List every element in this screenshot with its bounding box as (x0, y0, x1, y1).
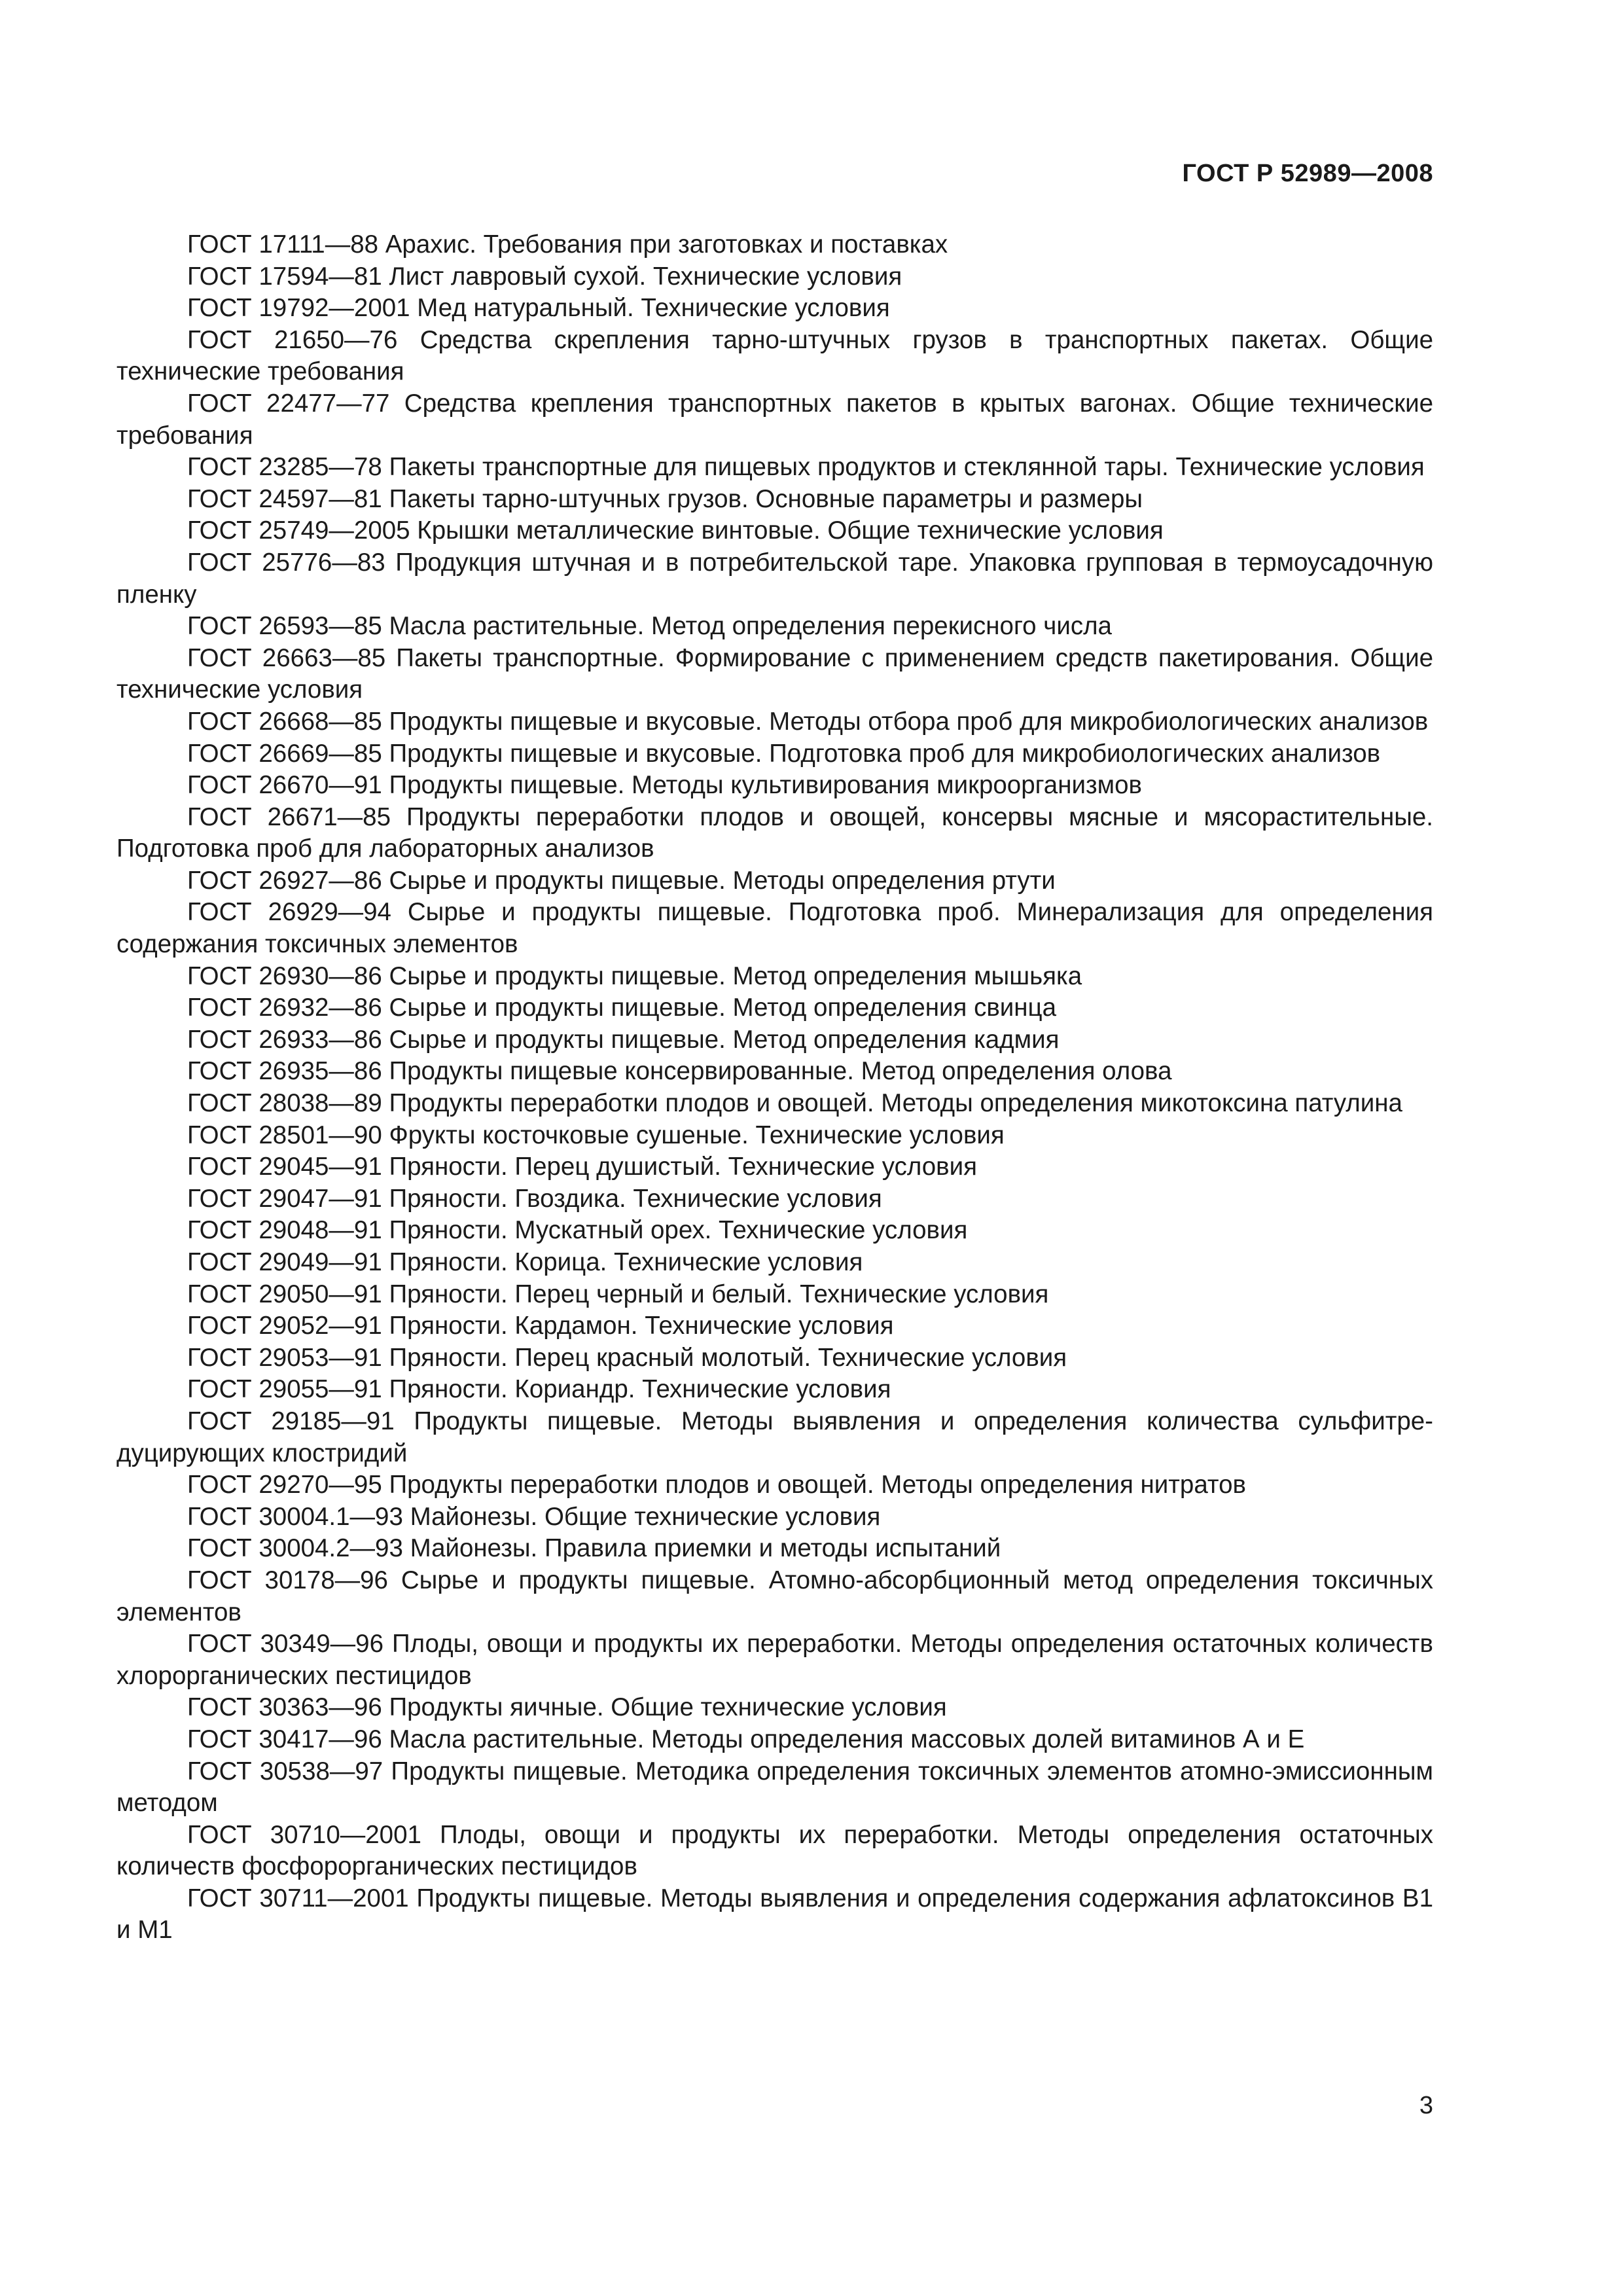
reference-title: Сырье и продукты пищевые. Атомно-абсорбционный метод определения токсичных элементов (116, 1566, 1433, 1626)
reference-title: Пряности. Кардамон. Технические условия (389, 1312, 894, 1340)
reference-title: Продукты переработки плодов и овощей. Методы определения микотоксина патулина (389, 1089, 1402, 1118)
reference-item (116, 611, 1433, 643)
reference-title: Мед натуральный. Технические условия (417, 294, 890, 323)
reference-item (116, 897, 1433, 960)
reference-title: Продукты пищевые и вкусовые. Методы отбора проб для микробиологических анализов (389, 707, 1429, 736)
reference-title: Пряности. Мускатный орех. Технические условия (389, 1216, 968, 1245)
reference-code: ГОСТ 26932—86 (187, 994, 382, 1022)
reference-code: ГОСТ 26669—85 (187, 739, 382, 768)
reference-code: ГОСТ 21650—76 (187, 325, 398, 354)
reference-title: Пакеты тарно-штучных грузов. Основные параметры и размеры (389, 484, 1143, 513)
reference-title: Продукты пищевые. Методы выявления и определения количества сульфитредуцирующих клостридий (116, 1407, 1433, 1467)
reference-title: Продукты пищевые и вкусовые. Подготовка проб для микробиологических анализов (389, 739, 1381, 768)
reference-item (116, 770, 1433, 802)
reference-item (116, 229, 1433, 261)
reference-title: Пакеты транспортные для пищевых продуктов и стеклянной тары. Технические условия (389, 453, 1425, 482)
reference-item (116, 484, 1433, 516)
reference-item (116, 1406, 1433, 1469)
reference-item (116, 1247, 1433, 1279)
reference-item (116, 1215, 1433, 1247)
reference-code: ГОСТ 26929—94 (187, 898, 391, 927)
reference-item (116, 452, 1433, 484)
reference-code: ГОСТ 29185—91 (187, 1407, 395, 1435)
reference-item (116, 738, 1433, 770)
reference-item (116, 261, 1433, 293)
reference-title: Крышки металлические винтовые. Общие технические условия (417, 516, 1164, 545)
reference-item (116, 802, 1433, 865)
reference-title: Пряности. Кориандр. Технические условия (389, 1375, 891, 1404)
reference-title: Продукты переработки плодов и овощей. Методы определения нитратов (389, 1471, 1246, 1499)
reference-code: ГОСТ 29045—91 (187, 1153, 382, 1181)
reference-item (116, 515, 1433, 547)
reference-code: ГОСТ 29047—91 (187, 1184, 382, 1213)
reference-title: Продукты пищевые консервированные. Метод определения олова (389, 1057, 1172, 1086)
reference-item (116, 1183, 1433, 1215)
reference-code: ГОСТ 30538—97 (187, 1757, 383, 1785)
reference-code: ГОСТ 26933—86 (187, 1025, 382, 1054)
reference-code: ГОСТ 26670—91 (187, 771, 382, 800)
reference-item (116, 1501, 1433, 1534)
reference-code: ГОСТ 26663—85 (187, 643, 386, 672)
reference-title: Пряности. Гвоздика. Технические условия (389, 1184, 882, 1213)
reference-title: Продукция штучная и в потребительской таре. Упаковка групповая в термоусадочную пленку (116, 548, 1433, 609)
reference-item (116, 1279, 1433, 1311)
reference-code: ГОСТ 22477—77 (187, 389, 390, 418)
reference-title: Средства крепления транспортных пакетов в крытых вагонах. Общие технические требования (116, 389, 1433, 450)
reference-code: ГОСТ 29049—91 (187, 1248, 382, 1276)
reference-code: ГОСТ 30363—96 (187, 1693, 382, 1722)
reference-item (116, 1342, 1433, 1374)
reference-item (116, 865, 1433, 897)
reference-item (116, 325, 1433, 388)
reference-title: Плоды, овощи и продукты их переработки. Методы определения остаточных количеств хлорорганических пестицидов (116, 1630, 1433, 1690)
reference-title: Продукты яичные. Общие технические условия (389, 1693, 947, 1722)
reference-item (116, 1310, 1433, 1342)
normative-references-list (116, 229, 1433, 1946)
reference-title: Сырье и продукты пищевые. Метод определения кадмия (389, 1025, 1060, 1054)
reference-code: ГОСТ 26593—85 (187, 612, 382, 641)
reference-title: Майонезы. Правила приемки и методы испытаний (410, 1534, 1001, 1563)
reference-code: ГОСТ 29048—91 (187, 1216, 382, 1245)
reference-code: ГОСТ 30417—96 (187, 1725, 382, 1753)
reference-code: ГОСТ 17111—88 (187, 230, 379, 259)
reference-item (116, 1692, 1433, 1724)
reference-item (116, 293, 1433, 325)
reference-item (116, 1374, 1433, 1406)
reference-title: Майонезы. Общие технические условия (410, 1502, 881, 1531)
reference-title: Сырье и продукты пищевые. Подготовка проб. Минерализация для определения содержания токсичных элементов (116, 898, 1433, 959)
reference-code: ГОСТ 25749—2005 (187, 516, 410, 545)
reference-item (116, 1533, 1433, 1565)
reference-code: ГОСТ 30711—2001 (187, 1884, 409, 1912)
reference-title: Фрукты косточковые сушеные. Технические условия (389, 1121, 1005, 1149)
reference-title: Сырье и продукты пищевые. Метод определения свинца (389, 994, 1057, 1022)
reference-title: Пряности. Корица. Технические условия (389, 1248, 863, 1276)
reference-item (116, 1756, 1433, 1820)
reference-title: Лист лавровый сухой. Технические условия (389, 262, 902, 291)
reference-item (116, 1151, 1433, 1183)
reference-item (116, 1120, 1433, 1152)
reference-item (116, 643, 1433, 706)
reference-code: ГОСТ 17594—81 (187, 262, 382, 291)
page-number: 3 (1419, 2092, 1433, 2119)
reference-item (116, 706, 1433, 738)
reference-code: ГОСТ 30710—2001 (187, 1820, 421, 1849)
reference-code: ГОСТ 30178—96 (187, 1566, 388, 1594)
reference-item (116, 1469, 1433, 1501)
reference-title: Масла растительные. Методы определения массовых долей витаминов А и Е (389, 1725, 1305, 1753)
reference-code: ГОСТ 30349—96 (187, 1630, 384, 1659)
reference-title: Сырье и продукты пищевые. Методы определения ртути (389, 866, 1056, 895)
reference-title: Пакеты транспортные. Формирование с применением средств пакетирования. Общие технические условия (116, 643, 1433, 704)
reference-item (116, 961, 1433, 993)
reference-item (116, 1724, 1433, 1756)
reference-item (116, 547, 1433, 611)
reference-title: Пряности. Перец красный молотый. Технические условия (389, 1343, 1067, 1372)
reference-code: ГОСТ 26668—85 (187, 707, 382, 736)
reference-title: Масла растительные. Метод определения перекисного числа (389, 612, 1112, 641)
reference-title: Продукты переработки плодов и овощей, консервы мясные и мясорастительные. Подготовка проб для лабораторных анализов (116, 802, 1433, 863)
reference-item (116, 1565, 1433, 1628)
reference-code: ГОСТ 23285—78 (187, 453, 382, 482)
reference-code: ГОСТ 26930—86 (187, 961, 382, 990)
reference-item (116, 1024, 1433, 1056)
reference-code: ГОСТ 24597—81 (187, 484, 382, 513)
reference-item (116, 1628, 1433, 1692)
reference-code: ГОСТ 30004.1—93 (187, 1502, 403, 1531)
reference-code: ГОСТ 29050—91 (187, 1280, 382, 1308)
reference-title: Сырье и продукты пищевые. Метод определения мышьяка (389, 961, 1082, 990)
reference-item (116, 388, 1433, 452)
reference-title: Пряности. Перец душистый. Технические условия (389, 1153, 977, 1181)
reference-item (116, 1056, 1433, 1088)
reference-code: ГОСТ 28501—90 (187, 1121, 382, 1149)
reference-item (116, 1820, 1433, 1883)
reference-code: ГОСТ 29052—91 (187, 1312, 382, 1340)
reference-code: ГОСТ 26927—86 (187, 866, 382, 895)
reference-title: Продукты пищевые. Методика определения токсичных элементов атомно-эмиссионным методом (116, 1757, 1433, 1818)
reference-code: ГОСТ 29270—95 (187, 1471, 382, 1499)
reference-code: ГОСТ 26671—85 (187, 802, 391, 831)
reference-title: Продукты пищевые. Методы выявления и определения содержания афлатоксинов В1 и М1 (116, 1884, 1433, 1945)
reference-title: Плоды, овощи и продукты их переработки. Методы определения остаточных количеств фосфорорганических пестицидов (116, 1820, 1433, 1881)
reference-item (116, 1883, 1433, 1946)
reference-title: Средства скрепления тарно-штучных грузов в транспортных пакетах. Общие технические требования (116, 325, 1433, 386)
reference-title: Арахис. Требования при заготовках и поставках (385, 230, 948, 259)
reference-code: ГОСТ 26935—86 (187, 1057, 382, 1086)
document-header: ГОСТ Р 52989—2008 (1182, 160, 1433, 187)
reference-title: Продукты пищевые. Методы культивирования микроорганизмов (389, 771, 1142, 800)
reference-code: ГОСТ 29055—91 (187, 1375, 382, 1404)
reference-code: ГОСТ 29053—91 (187, 1343, 382, 1372)
reference-code: ГОСТ 25776—83 (187, 548, 385, 577)
reference-code: ГОСТ 28038—89 (187, 1089, 382, 1118)
reference-code: ГОСТ 30004.2—93 (187, 1534, 403, 1563)
reference-code: ГОСТ 19792—2001 (187, 294, 410, 323)
reference-title: Пряности. Перец черный и белый. Технические условия (389, 1280, 1049, 1308)
reference-item (116, 992, 1433, 1024)
reference-item (116, 1088, 1433, 1120)
